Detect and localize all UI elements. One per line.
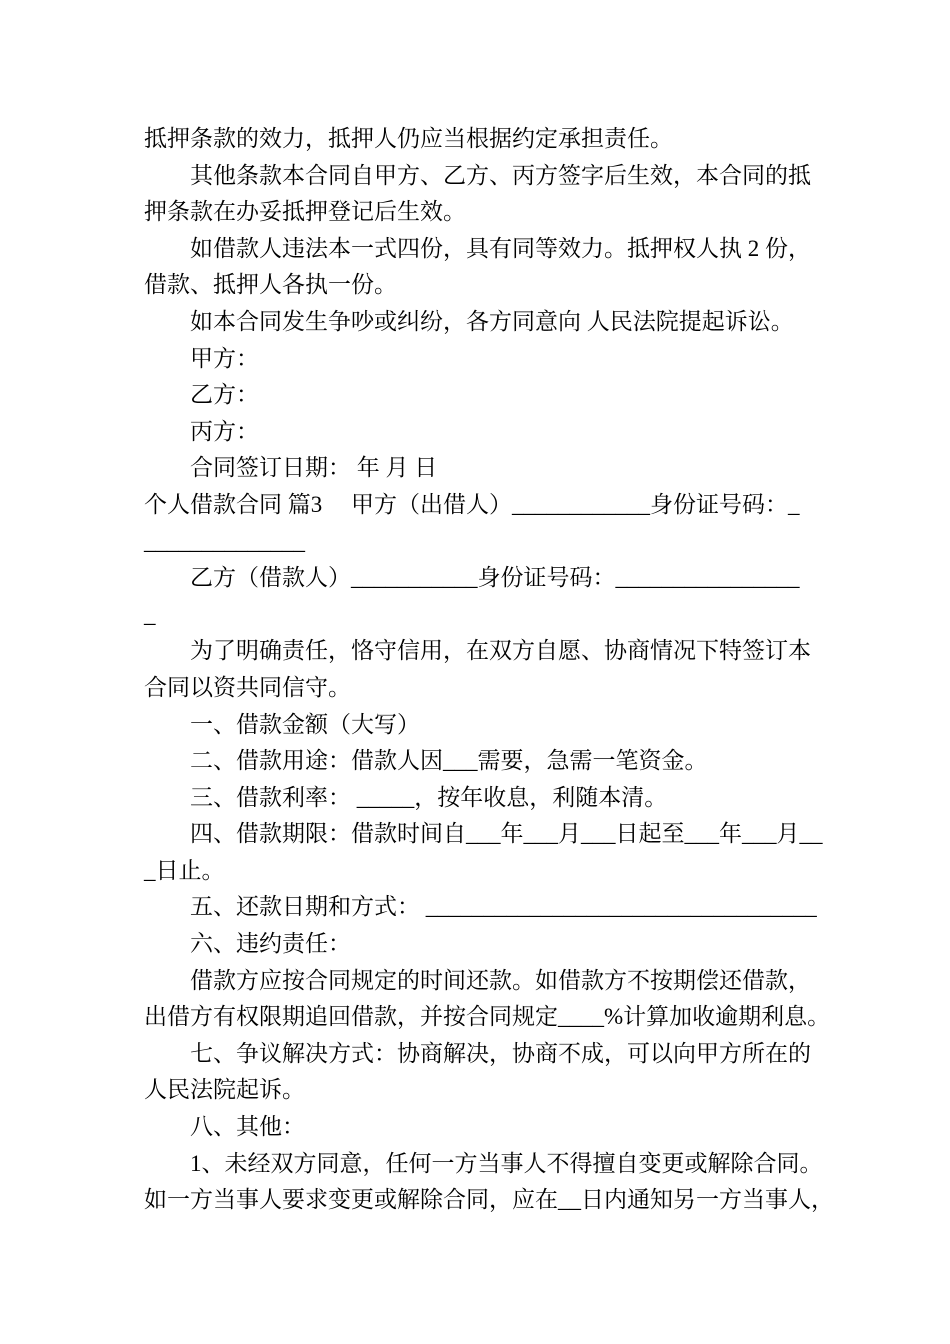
text-line: 1、未经双方同意，任何一方当事人不得擅自变更或解除合同。: [190, 1150, 823, 1176]
text-line: 合同签订日期： 年 月 日: [190, 455, 438, 481]
text-line: 出借方有权限期追回借款，并按合同规定____%计算加收逾期利息。: [144, 1004, 831, 1030]
text-line: 三、借款利率： _____，按年收息，利随本清。: [190, 784, 668, 810]
text-line: 如本合同发生争吵或纠纷，各方同意向 人民法院提起诉讼。: [190, 308, 794, 334]
text-line: 如一方当事人要求变更或解除合同，应在__日内通知另一方当事人，: [144, 1187, 834, 1213]
text-line: 甲方：: [190, 345, 259, 371]
text-line: ______________: [144, 528, 305, 554]
text-line: 七、争议解决方式：协商解决，协商不成，可以向甲方所在的: [190, 1040, 811, 1066]
text-line: 为了明确责任，恪守信用，在双方自愿、协商情况下特签订本: [190, 638, 811, 664]
text-line: 六、违约责任：: [190, 931, 351, 957]
text-line: 借款、抵押人各执一份。: [144, 272, 397, 298]
text-line: 人民法院起诉。: [144, 1077, 305, 1103]
text-line: 五、还款日期和方式： __________________________________: [190, 894, 817, 920]
text-line: 一、借款金额（大写）: [190, 711, 420, 737]
text-line: 如借款人违法本一式四份，具有同等效力。抵押权人执 2 份，: [190, 235, 811, 261]
text-line: 乙方（借款人）___________身份证号码：________________: [190, 565, 800, 591]
text-line: _日止。: [144, 857, 225, 883]
text-line: 合同以资共同信守。: [144, 674, 351, 700]
text-line: 四、借款期限：借款时间自___年___月___日起至___年___月__: [190, 821, 823, 847]
text-line: 二、借款用途：借款人因___需要，急需一笔资金。: [190, 748, 708, 774]
text-line: 丙方：: [190, 418, 259, 444]
text-line: 乙方：: [190, 382, 259, 408]
text-line: 八、其他：: [190, 1114, 305, 1140]
text-line: _: [144, 601, 156, 627]
text-line: 个人借款合同 篇3 甲方（出借人）____________身份证号码：_: [144, 491, 800, 517]
text-line: 借款方应按合同规定的时间还款。如借款方不按期偿还借款，: [190, 967, 811, 993]
text-line: 其他条款本合同自甲方、乙方、丙方签字后生效，本合同的抵: [190, 162, 811, 188]
contract-document-body: [144, 121, 834, 1219]
text-line: 抵押条款的效力，抵押人仍应当根据约定承担责任。: [144, 126, 673, 151]
text-line: 押条款在办妥抵押登记后生效。: [144, 199, 466, 225]
